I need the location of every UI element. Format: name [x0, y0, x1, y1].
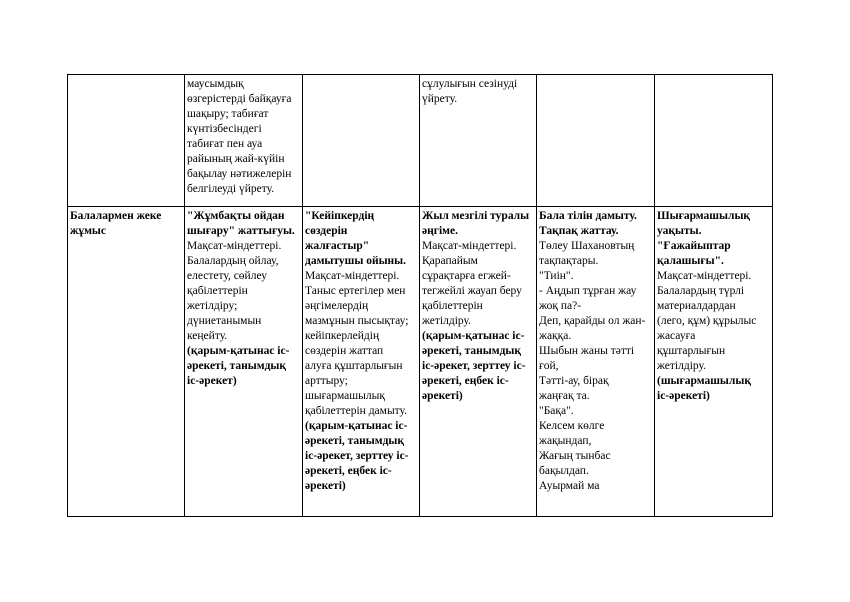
column-divider — [302, 74, 303, 517]
row-label — [70, 209, 161, 239]
text-line: Шығармашылық — [657, 210, 751, 222]
text-line: шығармашылық — [305, 390, 385, 402]
text-line: шақыру; табиғат — [187, 108, 269, 120]
text-line: дүниетанымын — [187, 315, 262, 327]
text-line: қабілеттерін — [187, 285, 248, 297]
text-line: мазмұнын пысықтау; — [305, 315, 409, 327]
text-line: тегжейлі жауап беру — [422, 285, 522, 297]
individual-work-col2 — [187, 209, 295, 389]
text-line: Жыл мезгілі туралы — [422, 210, 530, 222]
text-line: құштарлығын — [657, 345, 726, 357]
text-line: әрекеті, еңбек іс- — [305, 465, 392, 477]
column-divider — [772, 74, 773, 517]
table-border-bottom — [67, 516, 773, 517]
text-line: (лего, құм) құрылыс — [657, 315, 757, 327]
text-line: сөздерін жаттап — [305, 345, 384, 357]
text-line: әрекеті, танымдық — [422, 345, 522, 357]
text-line: әңгіме. — [422, 225, 458, 237]
text-line: табиғат пен ауа — [187, 138, 263, 150]
text-line: Балалардың түрлі — [657, 285, 745, 297]
text-line: "Ғажайыптар — [657, 240, 731, 252]
text-line: жаңғақ та. — [539, 390, 590, 402]
text-line: жалғастыр" — [305, 240, 370, 252]
text-line: (қарым-қатынас іс- — [305, 420, 408, 432]
text-line: алуға құштарлығын — [305, 360, 403, 372]
text-line: кеңейту. — [187, 330, 228, 342]
individual-work-col3 — [305, 209, 409, 494]
individual-work-col4 — [422, 209, 529, 404]
text-line: жақындап, — [539, 435, 592, 447]
text-line: Бала тілін дамыту. — [539, 210, 637, 222]
text-line: жаққа. — [539, 330, 572, 342]
column-divider — [419, 74, 420, 517]
text-line: сұрақтарға егжей- — [422, 270, 511, 282]
text-line: іс-әрекет, зерттеу іс- — [305, 450, 409, 462]
column-divider — [536, 74, 537, 517]
text-line: (шығармашылық — [657, 375, 751, 387]
text-line: қабілеттерін — [422, 300, 483, 312]
text-line: жасауға — [657, 330, 696, 342]
text-line: өзгерістерді байқауға — [187, 93, 292, 105]
text-line: Қарапайым — [422, 255, 478, 267]
text-line: жетілдіру; — [187, 300, 238, 312]
text-line: Ауырмай ма — [539, 480, 600, 492]
text-line: Деп, қарайды ол жан- — [539, 315, 646, 327]
text-line: Балалардың ойлау, — [187, 255, 279, 267]
text-line: әрекеті, танымдық — [305, 435, 405, 447]
text-line: (қарым-қатынас іс- — [422, 330, 525, 342]
text-line: ғой, — [539, 360, 559, 372]
text-line: "Жұмбақты ойдан — [187, 210, 285, 222]
text-line: Мақсат-міндеттері. — [305, 270, 400, 282]
text-line: әрекеті, еңбек іс- — [422, 375, 509, 387]
top-row-col4-text — [422, 77, 517, 107]
text-line: "Тиін". — [539, 270, 574, 282]
text-line: сұлулығын сезінуді — [422, 78, 518, 90]
text-line: Төлеу Шахановтың — [539, 240, 635, 252]
text-line: әңгімелердің — [305, 300, 369, 312]
text-line: маусымдық — [187, 78, 244, 90]
text-line: әрекеті) — [422, 390, 463, 402]
text-line: "Кейіпкердің — [305, 210, 375, 222]
text-line: күнтізбесіндегі — [187, 123, 262, 135]
text-line: Мақсат-міндеттері. — [657, 270, 752, 282]
text-line: уақыты. — [657, 225, 702, 237]
text-line: белгілеуді үйрету. — [187, 183, 275, 195]
text-line: Жағың тынбас — [539, 450, 611, 462]
individual-work-col6 — [657, 209, 756, 404]
text-line: Тақпақ жаттау. — [539, 225, 619, 237]
individual-work-col5 — [539, 209, 645, 494]
column-divider — [184, 74, 185, 517]
row-divider — [67, 206, 773, 207]
text-line: бақылау нәтижелерін — [187, 168, 292, 180]
text-line: кейіпкерлейдің — [305, 330, 380, 342]
text-line: тақпақтары. — [539, 255, 599, 267]
text-line: "Бақа". — [539, 405, 574, 417]
text-line: сөздерін — [305, 225, 348, 237]
text-line: Мақсат-міндеттері. — [187, 240, 282, 252]
text-line: жетілдіру. — [422, 315, 471, 327]
column-divider — [67, 74, 68, 517]
text-line: арттыру; — [305, 375, 348, 387]
text-line: бақылдап. — [539, 465, 589, 477]
text-line: қабілеттерін дамыту. — [305, 405, 408, 417]
text-line: әрекеті) — [305, 480, 346, 492]
text-line: материалдардан — [657, 300, 736, 312]
text-line: шығару" жаттығуы. — [187, 225, 295, 237]
text-line: елестету, сөйлеу — [187, 270, 268, 282]
text-line: іс-әрекет) — [187, 375, 237, 387]
text-line: Келсем көлге — [539, 420, 605, 432]
text-line: іс-әрекеті) — [657, 390, 710, 402]
text-line: дамытушы ойыны. — [305, 255, 407, 267]
column-divider — [654, 74, 655, 517]
text-line: - Аңдып тұрған жау — [539, 285, 637, 297]
text-line: жұмыс — [70, 225, 107, 237]
text-line: қалашығы". — [657, 255, 724, 267]
text-line: жетілдіру. — [657, 360, 706, 372]
text-line: Балалармен жеке — [70, 210, 162, 222]
text-line: іс-әрекет, зерттеу іс- — [422, 360, 526, 372]
top-row-col2-text — [187, 77, 291, 197]
text-line: үйрету. — [422, 93, 458, 105]
text-line: Мақсат-міндеттері. — [422, 240, 517, 252]
table-border-top — [67, 74, 773, 75]
text-line: райының жай-күйін — [187, 153, 285, 165]
text-line: Тәтті-ау, бірақ — [539, 375, 609, 387]
text-line: (қарым-қатынас іс- — [187, 345, 290, 357]
text-line: Таныс ертегілер мен — [305, 285, 406, 297]
text-line: әрекеті, танымдық — [187, 360, 287, 372]
text-line: жоқ па?- — [539, 300, 582, 312]
text-line: Шыбын жаны тәтті — [539, 345, 635, 357]
